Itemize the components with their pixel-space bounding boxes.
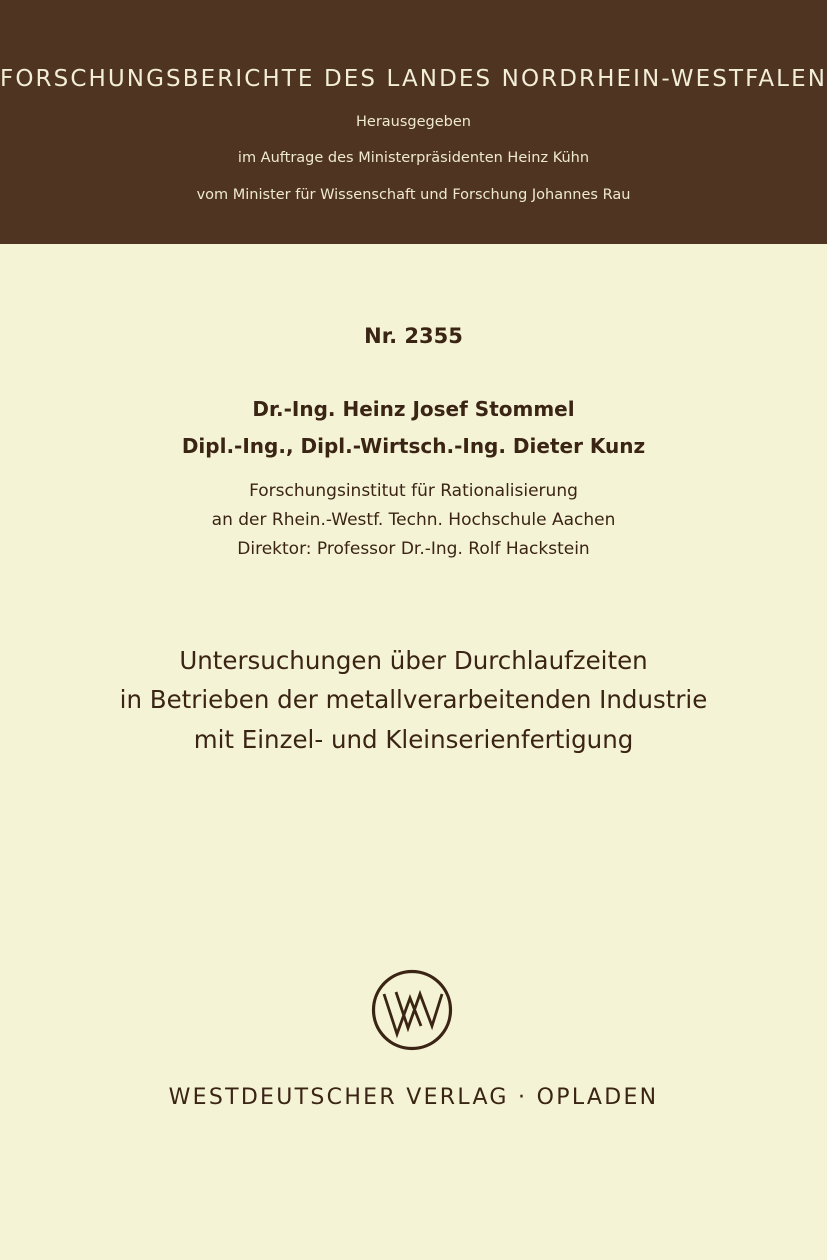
book-title-line-1: Untersuchungen über Durchlaufzeiten: [179, 646, 648, 675]
editor-line-2: im Auftrage des Ministerpräsidenten Heinz Kühn: [237, 150, 590, 166]
institute-line-2: an der Rhein.-Westf. Techn. Hochschule Aachen: [211, 510, 616, 530]
header-band: [0, 0, 827, 244]
institute-line-1: Forschungsinstitut für Rationalisierung: [249, 481, 578, 501]
author-1: Dr.-Ing. Heinz Josef Stommel: [252, 397, 575, 421]
publisher-logo-icon: [370, 968, 454, 1052]
editor-line-1: Herausgegeben: [356, 114, 471, 130]
report-number: Nr. 2355: [364, 324, 463, 348]
institute-director: Direktor: Professor Dr.-Ing. Rolf Hackstein: [237, 539, 590, 559]
series-title: FORSCHUNGSBERICHTE DES LANDES NORDRHEIN-WESTFALEN: [0, 66, 827, 92]
editor-line-3: vom Minister für Wissenschaft und Forschung Johannes Rau: [196, 187, 631, 203]
publisher-name: WESTDEUTSCHER VERLAG · OPLADEN: [168, 1085, 659, 1110]
book-title-line-2: in Betrieben der metallverarbeitenden Industrie: [119, 685, 708, 714]
author-2: Dipl.-Ing., Dipl.-Wirtsch.-Ing. Dieter Kunz: [181, 434, 646, 458]
book-title-line-3: mit Einzel- und Kleinserienfertigung: [193, 725, 634, 754]
